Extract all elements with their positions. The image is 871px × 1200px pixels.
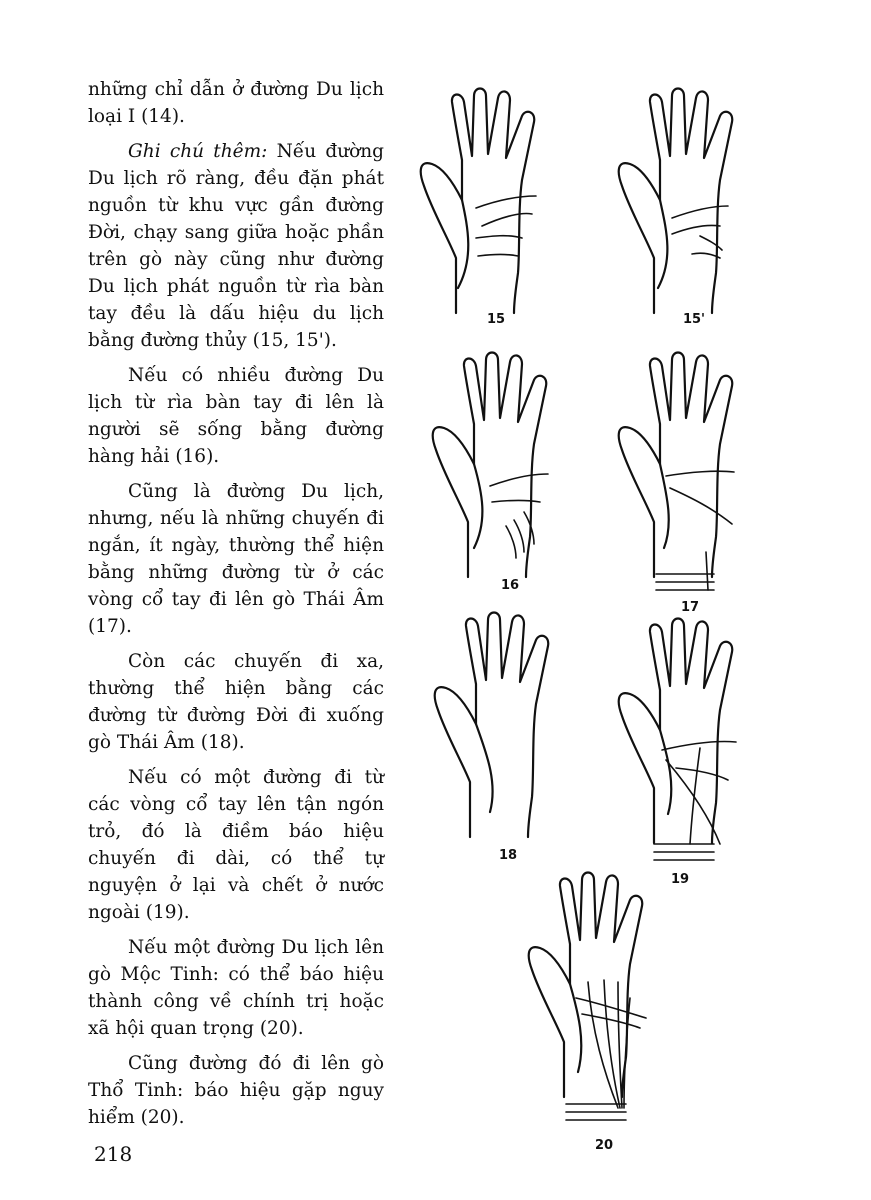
hand-diagram-15-prime: [616, 88, 766, 318]
paragraph-body: Nếu đường Du lịch rõ ràng, đều đặn phát nguồn từ khu vực gần đường Đời, chạy sang giữa hoặc phần trên gò này cũng như đường Du lịch phát nguồn từ rìa bàn tay đều là dấu hiệu du lịch bằng đường thủy (15, 15').: [88, 141, 384, 351]
paragraph-body: Còn các chuyến đi xa, thường thể hiện bằng các đường từ đường Đời đi xuống gò Thái Âm (18).: [88, 651, 384, 753]
paragraph-1: [88, 76, 384, 130]
figure-20: [526, 872, 676, 1153]
paragraph-5: [88, 648, 384, 756]
paragraph-lead: Ghi chú thêm:: [128, 141, 268, 162]
paragraph-body: Nếu có nhiều đường Du lịch từ rìa bàn tay đi lên là người sẽ sống bằng đường hàng hải (16).: [88, 365, 384, 467]
figure-label: 18: [498, 848, 518, 863]
hand-diagram-20: [526, 872, 676, 1132]
paragraph-8: [88, 1050, 384, 1131]
page-number: 218: [94, 1142, 133, 1166]
body-text: [88, 76, 384, 1139]
figure-label: 15': [682, 312, 706, 327]
figure-label: 20: [594, 1138, 614, 1153]
paragraph-body: Nếu có một đường đi từ các vòng cổ tay lên tận ngón trỏ, đó là điềm báo hiệu chuyến đi dài, có thể tự nguyện ở lại và chết ở nước ngoài (19).: [88, 767, 384, 923]
hand-diagram-17: [616, 352, 766, 602]
figure-label: 16: [500, 578, 520, 593]
figure-19: [616, 618, 766, 887]
figure-15-prime: [616, 88, 766, 327]
paragraph-7: [88, 934, 384, 1042]
figure-label: 19: [670, 872, 690, 887]
paragraph-body: những chỉ dẫn ở đường Du lịch loại I (14).: [88, 79, 384, 127]
figure-15: [418, 88, 568, 327]
paragraph-body: Nếu một đường Du lịch lên gò Mộc Tinh: có thể báo hiệu thành công về chính trị hoặc xã hội quan trọng (20).: [88, 937, 384, 1039]
hand-diagram-15: [418, 88, 568, 318]
figure-label: 17: [680, 600, 700, 615]
paragraph-6: [88, 764, 384, 926]
hand-diagram-19: [616, 618, 766, 868]
paragraph-4: [88, 478, 384, 640]
paragraph-body: Cũng đường đó đi lên gò Thổ Tinh: báo hiệu gặp nguy hiểm (20).: [88, 1053, 384, 1128]
paragraph-3: [88, 362, 384, 470]
figure-17: [616, 352, 766, 615]
paragraph-body: Cũng là đường Du lịch, nhưng, nếu là những chuyến đi ngắn, ít ngày, thường thể hiện bằng những đường từ ở các vòng cổ tay đi lên gò Thái Âm (17).: [88, 481, 384, 637]
hand-diagram-18: [432, 612, 582, 842]
hand-diagram-16: [430, 352, 580, 582]
paragraph-2: [88, 138, 384, 354]
figure-label: 15: [486, 312, 506, 327]
figure-16: [430, 352, 580, 593]
figure-18: [432, 612, 582, 863]
